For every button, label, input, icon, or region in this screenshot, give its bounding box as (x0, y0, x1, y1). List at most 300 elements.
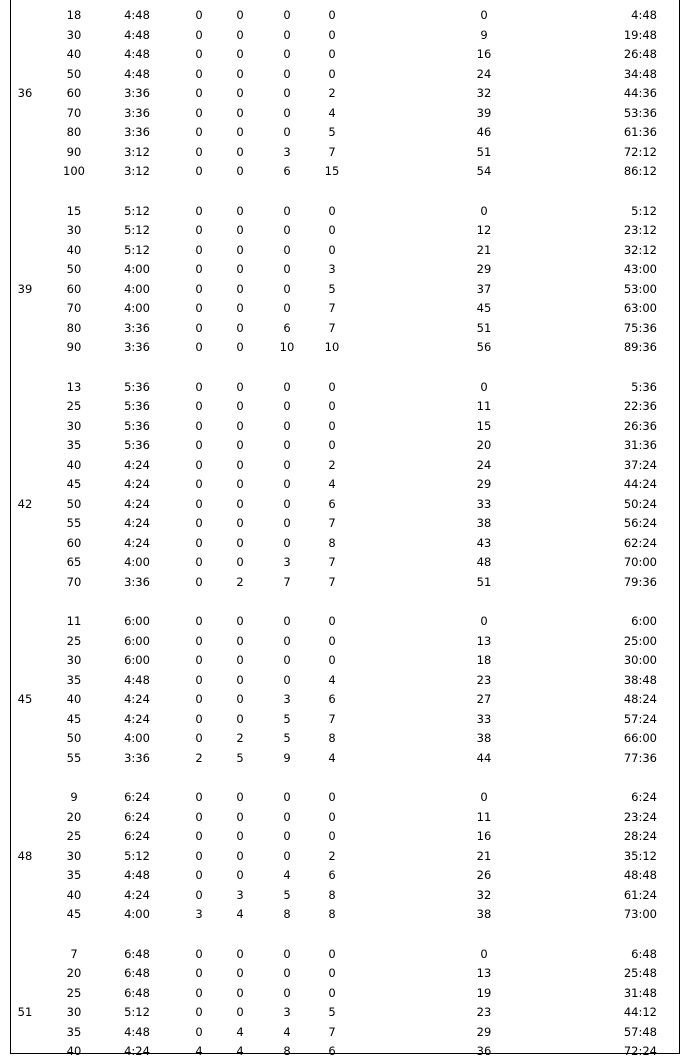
stop-1-cell: 0 (195, 731, 203, 745)
total-time-cell: 31:36 (623, 438, 657, 452)
table-row (11, 808, 679, 828)
total-time-cell: 32:12 (623, 242, 657, 257)
stop-3-cell: 0 (283, 242, 291, 257)
stop-4-cell: 7 (328, 516, 336, 530)
stop-3-cell: 0 (283, 653, 291, 667)
stop-4-cell: 0 (328, 27, 336, 42)
stop-1-cell: 0 (195, 27, 203, 42)
stop-2-cell: 2 (236, 574, 244, 589)
chamber-cell: 45 (476, 301, 492, 315)
total-time-cell: 75:36 (623, 320, 657, 335)
total-time-cell: 53:36 (623, 105, 657, 120)
stop-1-cell: 0 (195, 281, 203, 296)
stop-3-cell: 0 (283, 47, 291, 61)
stop-3-cell: 0 (283, 457, 291, 472)
chamber-cell: 39 (476, 105, 492, 120)
stop-2-cell: 0 (236, 47, 244, 61)
total-time-cell: 89:36 (623, 340, 657, 354)
stop-2-cell: 0 (236, 340, 244, 354)
o2-percent-cell: 90 (66, 340, 82, 354)
stop-2-cell: 0 (236, 262, 244, 276)
stop-3-cell: 0 (283, 86, 291, 100)
bottom-time-cell: 5:36 (124, 399, 150, 413)
stop-2-cell: 0 (236, 848, 244, 863)
total-time-cell: 19:48 (623, 27, 657, 42)
o2-percent-cell: 30 (66, 223, 82, 237)
depth-group (11, 612, 679, 768)
stop-2-cell: 0 (236, 829, 244, 843)
table-row (11, 651, 679, 671)
stop-2-cell: 0 (236, 477, 244, 491)
o2-percent-cell: 60 (66, 86, 82, 100)
bottom-time-cell: 4:24 (124, 1044, 150, 1058)
stop-3-cell: 0 (283, 477, 291, 491)
bottom-time-cell: 3:36 (124, 125, 150, 139)
total-time-cell: 57:24 (623, 711, 657, 726)
o2-percent-cell: 40 (66, 887, 82, 902)
chamber-cell: 48 (476, 555, 492, 569)
o2-percent-cell: 70 (66, 574, 82, 589)
stop-1-cell: 0 (195, 1024, 203, 1039)
stop-1-cell: 0 (195, 711, 203, 726)
stop-3-cell: 9 (283, 750, 291, 765)
stop-3-cell: 0 (283, 27, 291, 42)
total-time-cell: 6:24 (631, 790, 657, 804)
stop-2-cell: 0 (236, 164, 244, 178)
table-row (11, 299, 679, 319)
chamber-cell: 24 (476, 457, 492, 472)
table-row (11, 378, 679, 398)
stop-2-cell: 0 (236, 223, 244, 237)
stop-3-cell: 0 (283, 672, 291, 687)
chamber-cell: 38 (476, 731, 492, 745)
stop-3-cell: 0 (283, 438, 291, 452)
table-row (11, 45, 679, 65)
total-time-cell: 25:00 (623, 633, 657, 648)
stop-3-cell: 0 (283, 633, 291, 648)
o2-percent-cell: 35 (66, 1024, 82, 1039)
bottom-time-cell: 5:12 (124, 203, 150, 218)
stop-1-cell: 0 (195, 418, 203, 433)
stop-3-cell: 0 (283, 516, 291, 530)
table-row (11, 553, 679, 573)
stop-3-cell: 3 (283, 555, 291, 569)
stop-4-cell: 0 (328, 614, 336, 628)
bottom-time-cell: 3:12 (124, 164, 150, 178)
stop-2-cell: 3 (236, 887, 244, 902)
bottom-time-cell: 6:24 (124, 790, 150, 804)
total-time-cell: 5:36 (631, 379, 657, 394)
chamber-cell: 26 (476, 868, 492, 882)
stop-4-cell: 7 (328, 144, 336, 159)
dive-table (10, 0, 680, 1058)
o2-percent-cell: 30 (66, 27, 82, 42)
total-time-cell: 72:12 (623, 144, 657, 159)
bottom-time-cell: 5:36 (124, 438, 150, 452)
stop-2-cell: 0 (236, 516, 244, 530)
total-time-cell: 26:48 (623, 47, 657, 61)
chamber-cell: 16 (476, 829, 492, 843)
bottom-time-cell: 4:00 (124, 281, 150, 296)
total-time-cell: 25:48 (623, 966, 657, 980)
bottom-time-cell: 5:36 (124, 418, 150, 433)
stop-1-cell: 0 (195, 477, 203, 491)
stop-3-cell: 0 (283, 125, 291, 139)
stop-3-cell: 0 (283, 966, 291, 980)
stop-1-cell: 0 (195, 399, 203, 413)
o2-percent-cell: 30 (66, 653, 82, 667)
table-row (11, 729, 679, 749)
stop-3-cell: 0 (283, 399, 291, 413)
total-time-cell: 28:24 (623, 829, 657, 843)
table-row (11, 26, 679, 46)
o2-percent-cell: 55 (66, 750, 82, 765)
chamber-cell: 13 (476, 966, 492, 980)
o2-percent-cell: 60 (66, 281, 82, 296)
stop-4-cell: 7 (328, 1024, 336, 1039)
stop-1-cell: 0 (195, 829, 203, 843)
stop-3-cell: 4 (283, 868, 291, 882)
o2-percent-cell: 30 (66, 1005, 82, 1019)
chamber-cell: 0 (480, 379, 488, 394)
o2-percent-cell: 55 (66, 516, 82, 530)
stop-4-cell: 2 (328, 86, 336, 100)
table-row (11, 827, 679, 847)
o2-percent-cell: 45 (66, 907, 82, 921)
stop-3-cell: 0 (283, 418, 291, 433)
stop-4-cell: 0 (328, 829, 336, 843)
stop-2-cell: 4 (236, 1044, 244, 1058)
stop-4-cell: 4 (328, 477, 336, 491)
bottom-time-cell: 6:48 (124, 946, 150, 961)
stop-3-cell: 0 (283, 946, 291, 961)
chamber-cell: 20 (476, 438, 492, 452)
o2-percent-cell: 18 (66, 8, 82, 22)
stop-4-cell: 8 (328, 731, 336, 745)
bottom-time-cell: 4:00 (124, 555, 150, 569)
bottom-time-cell: 4:48 (124, 1024, 150, 1039)
table-row (11, 123, 679, 143)
stop-4-cell: 7 (328, 711, 336, 726)
table-row (11, 417, 679, 437)
stop-1-cell: 0 (195, 790, 203, 804)
stop-2-cell: 4 (236, 907, 244, 921)
table-row (11, 241, 679, 261)
o2-percent-cell: 30 (66, 848, 82, 863)
table-row (11, 514, 679, 534)
stop-3-cell: 0 (283, 848, 291, 863)
bottom-time-cell: 3:12 (124, 144, 150, 159)
chamber-cell: 11 (476, 809, 492, 824)
o2-percent-cell: 20 (66, 809, 82, 824)
chamber-cell: 37 (476, 281, 492, 296)
chamber-cell: 38 (476, 516, 492, 530)
o2-percent-cell: 40 (66, 1044, 82, 1058)
stop-2-cell: 0 (236, 144, 244, 159)
stop-3-cell: 0 (283, 281, 291, 296)
stop-1-cell: 0 (195, 8, 203, 22)
stop-2-cell: 0 (236, 457, 244, 472)
chamber-cell: 21 (476, 242, 492, 257)
chamber-cell: 11 (476, 399, 492, 413)
stop-1-cell: 0 (195, 1005, 203, 1019)
depth-group (11, 378, 679, 593)
stop-3-cell: 7 (283, 574, 291, 589)
chamber-cell: 33 (476, 711, 492, 726)
stop-2-cell: 0 (236, 399, 244, 413)
total-time-cell: 30:00 (623, 653, 657, 667)
stop-2-cell: 0 (236, 125, 244, 139)
bottom-time-cell: 6:48 (124, 985, 150, 1000)
chamber-cell: 33 (476, 496, 492, 511)
chamber-cell: 51 (476, 144, 492, 159)
depth-group (11, 788, 679, 925)
o2-percent-cell: 80 (66, 320, 82, 335)
stop-4-cell: 0 (328, 47, 336, 61)
table-row (11, 162, 679, 182)
o2-percent-cell: 70 (66, 301, 82, 315)
o2-percent-cell: 35 (66, 672, 82, 687)
stop-3-cell: 10 (279, 340, 295, 354)
table-row (11, 280, 679, 300)
bottom-time-cell: 4:48 (124, 8, 150, 22)
stop-2-cell: 0 (236, 672, 244, 687)
stop-1-cell: 0 (195, 555, 203, 569)
total-time-cell: 23:24 (623, 809, 657, 824)
chamber-cell: 13 (476, 633, 492, 648)
stop-2-cell: 0 (236, 809, 244, 824)
chamber-cell: 38 (476, 907, 492, 921)
stop-4-cell: 0 (328, 66, 336, 81)
stop-1-cell: 0 (195, 496, 203, 511)
stop-4-cell: 0 (328, 653, 336, 667)
stop-3-cell: 5 (283, 711, 291, 726)
chamber-cell: 36 (476, 1044, 492, 1058)
total-time-cell: 66:00 (623, 731, 657, 745)
bottom-time-cell: 4:48 (124, 66, 150, 81)
stop-4-cell: 4 (328, 750, 336, 765)
stop-2-cell: 0 (236, 418, 244, 433)
o2-percent-cell: 50 (66, 496, 82, 511)
table-row (11, 456, 679, 476)
chamber-cell: 0 (480, 614, 488, 628)
stop-4-cell: 4 (328, 105, 336, 120)
bottom-time-cell: 3:36 (124, 320, 150, 335)
chamber-cell: 23 (476, 672, 492, 687)
total-time-cell: 50:24 (623, 496, 657, 511)
stop-4-cell: 0 (328, 946, 336, 961)
bottom-time-cell: 4:24 (124, 496, 150, 511)
table-row (11, 671, 679, 691)
o2-percent-cell: 100 (63, 164, 85, 178)
table-row (11, 847, 679, 867)
bottom-time-cell: 5:12 (124, 242, 150, 257)
bottom-time-cell: 5:36 (124, 379, 150, 394)
stop-4-cell: 5 (328, 1005, 336, 1019)
stop-4-cell: 0 (328, 790, 336, 804)
stop-2-cell: 0 (236, 379, 244, 394)
table-row (11, 319, 679, 339)
stop-2-cell: 0 (236, 1005, 244, 1019)
table-row (11, 260, 679, 280)
total-time-cell: 48:24 (623, 692, 657, 706)
o2-percent-cell: 20 (66, 966, 82, 980)
table-row (11, 690, 679, 710)
stop-2-cell: 0 (236, 868, 244, 882)
table-row (11, 338, 679, 358)
o2-percent-cell: 40 (66, 47, 82, 61)
table-row (11, 1003, 679, 1023)
bottom-time-cell: 4:24 (124, 692, 150, 706)
total-time-cell: 43:00 (623, 262, 657, 276)
total-time-cell: 44:12 (623, 1005, 657, 1019)
bottom-time-cell: 6:00 (124, 614, 150, 628)
table-row (11, 573, 679, 593)
bottom-time-cell: 4:00 (124, 731, 150, 745)
stop-1-cell: 0 (195, 105, 203, 120)
stop-3-cell: 0 (283, 535, 291, 550)
stop-4-cell: 0 (328, 8, 336, 22)
stop-3-cell: 3 (283, 692, 291, 706)
stop-3-cell: 3 (283, 144, 291, 159)
total-time-cell: 6:00 (631, 614, 657, 628)
table-row (11, 475, 679, 495)
stop-3-cell: 0 (283, 301, 291, 315)
depth-label: 42 (17, 496, 33, 511)
total-time-cell: 57:48 (623, 1024, 657, 1039)
depth-group (11, 945, 679, 1062)
stop-1-cell: 0 (195, 516, 203, 530)
o2-percent-cell: 50 (66, 731, 82, 745)
stop-3-cell: 0 (283, 809, 291, 824)
chamber-cell: 15 (476, 418, 492, 433)
total-time-cell: 73:00 (623, 907, 657, 921)
stop-4-cell: 10 (324, 340, 340, 354)
o2-percent-cell: 40 (66, 457, 82, 472)
bottom-time-cell: 4:24 (124, 477, 150, 491)
bottom-time-cell: 4:48 (124, 672, 150, 687)
chamber-cell: 51 (476, 574, 492, 589)
stop-1-cell: 0 (195, 164, 203, 178)
bottom-time-cell: 3:36 (124, 340, 150, 354)
bottom-time-cell: 6:24 (124, 809, 150, 824)
stop-3-cell: 0 (283, 496, 291, 511)
stop-3-cell: 0 (283, 105, 291, 120)
stop-4-cell: 7 (328, 301, 336, 315)
o2-percent-cell: 50 (66, 262, 82, 276)
stop-4-cell: 8 (328, 907, 336, 921)
total-time-cell: 79:36 (623, 574, 657, 589)
stop-4-cell: 2 (328, 457, 336, 472)
o2-percent-cell: 90 (66, 144, 82, 159)
stop-1-cell: 0 (195, 301, 203, 315)
o2-percent-cell: 9 (70, 790, 78, 804)
stop-4-cell: 0 (328, 379, 336, 394)
depth-label: 48 (17, 848, 33, 863)
stop-3-cell: 0 (283, 223, 291, 237)
stop-3-cell: 0 (283, 614, 291, 628)
stop-2-cell: 4 (236, 1024, 244, 1039)
table-row (11, 6, 679, 26)
chamber-cell: 43 (476, 535, 492, 550)
stop-1-cell: 3 (195, 907, 203, 921)
chamber-cell: 12 (476, 223, 492, 237)
bottom-time-cell: 4:48 (124, 868, 150, 882)
o2-percent-cell: 45 (66, 711, 82, 726)
stop-2-cell: 0 (236, 8, 244, 22)
stop-4-cell: 8 (328, 887, 336, 902)
stop-1-cell: 0 (195, 985, 203, 1000)
stop-1-cell: 0 (195, 809, 203, 824)
table-row (11, 1023, 679, 1043)
table-row (11, 221, 679, 241)
stop-2-cell: 0 (236, 320, 244, 335)
stop-4-cell: 0 (328, 399, 336, 413)
total-time-cell: 77:36 (623, 750, 657, 765)
stop-1-cell: 0 (195, 633, 203, 648)
chamber-cell: 0 (480, 790, 488, 804)
stop-2-cell: 0 (236, 242, 244, 257)
stop-3-cell: 3 (283, 1005, 291, 1019)
stop-2-cell: 0 (236, 27, 244, 42)
bottom-time-cell: 3:36 (124, 750, 150, 765)
total-time-cell: 44:24 (623, 477, 657, 491)
stop-2-cell: 0 (236, 535, 244, 550)
stop-1-cell: 0 (195, 262, 203, 276)
bottom-time-cell: 4:00 (124, 907, 150, 921)
stop-1-cell: 0 (195, 946, 203, 961)
total-time-cell: 23:12 (623, 223, 657, 237)
stop-1-cell: 0 (195, 242, 203, 257)
stop-1-cell: 0 (195, 457, 203, 472)
stop-3-cell: 8 (283, 1044, 291, 1058)
stop-4-cell: 7 (328, 555, 336, 569)
stop-4-cell: 0 (328, 203, 336, 218)
stop-2-cell: 0 (236, 692, 244, 706)
total-time-cell: 53:00 (623, 281, 657, 296)
chamber-cell: 24 (476, 66, 492, 81)
total-time-cell: 62:24 (623, 535, 657, 550)
table-row (11, 710, 679, 730)
bottom-time-cell: 5:12 (124, 1005, 150, 1019)
table-row (11, 436, 679, 456)
chamber-cell: 0 (480, 8, 488, 22)
chamber-cell: 29 (476, 477, 492, 491)
table-row (11, 84, 679, 104)
stop-1-cell: 0 (195, 340, 203, 354)
stop-2-cell: 0 (236, 966, 244, 980)
stop-3-cell: 8 (283, 907, 291, 921)
bottom-time-cell: 6:48 (124, 966, 150, 980)
chamber-cell: 19 (476, 985, 492, 1000)
stop-1-cell: 2 (195, 750, 203, 765)
o2-percent-cell: 30 (66, 418, 82, 433)
table-row (11, 964, 679, 984)
o2-percent-cell: 25 (66, 829, 82, 843)
depth-label: 51 (17, 1005, 33, 1019)
table-row (11, 866, 679, 886)
depth-label: 36 (17, 86, 33, 100)
table-row (11, 65, 679, 85)
total-time-cell: 48:48 (623, 868, 657, 882)
stop-3-cell: 5 (283, 887, 291, 902)
bottom-time-cell: 4:24 (124, 711, 150, 726)
total-time-cell: 34:48 (623, 66, 657, 81)
total-time-cell: 26:36 (623, 418, 657, 433)
chamber-cell: 27 (476, 692, 492, 706)
stop-2-cell: 0 (236, 66, 244, 81)
stop-1-cell: 0 (195, 614, 203, 628)
